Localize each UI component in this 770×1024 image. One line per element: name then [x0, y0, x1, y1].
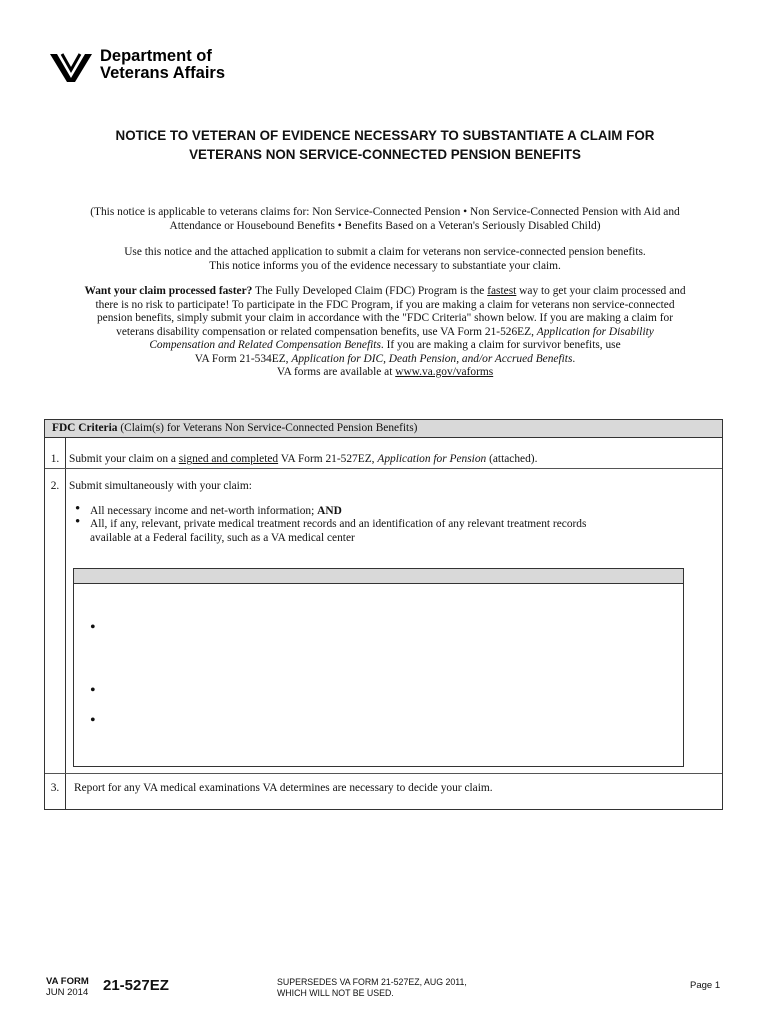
- form-number: 21-527EZ: [103, 977, 169, 994]
- row-divider: [45, 773, 722, 774]
- bullet-bold: AND: [317, 505, 342, 517]
- fdc-line-1: [40, 285, 730, 299]
- title-line-1: NOTICE TO VETERAN OF EVIDENCE NECESSARY TO SUBSTANTIATE A CLAIM FOR: [115, 128, 655, 143]
- bullet-icon: •: [90, 712, 96, 729]
- fdc-text: The Fully Developed Claim (FDC) Program is the: [252, 285, 488, 297]
- criteria-item-2: Submit simultaneously with your claim:: [69, 480, 252, 492]
- criteria-item-1-number: 1.: [50, 453, 60, 465]
- usage-line-1: Use this notice and the attached application to submit a claim for veterans non service-connected pension benefits.: [124, 246, 646, 258]
- list-item: [75, 514, 595, 545]
- applicability-note: [40, 206, 730, 233]
- form-527ez-title: Application for Pension: [377, 453, 487, 465]
- dept-line-1: Department of: [100, 47, 212, 65]
- bullet-icon: •: [90, 619, 96, 636]
- fdc-line-3: pension benefits, simply submit your claim in accordance with the "FDC Criteria" shown below. If you are making a claim for: [96, 312, 674, 324]
- form-526ez-title-cont: Compensation and Related Compensation Benefits: [149, 339, 381, 351]
- inner-info-box-header: [74, 569, 683, 584]
- criteria-item-1: [69, 453, 537, 465]
- list-item: [75, 501, 595, 519]
- criteria-head-bold: FDC Criteria: [52, 422, 118, 434]
- bullet-icon: •: [90, 682, 96, 699]
- supersedes-note: [277, 977, 467, 998]
- fdc-text: . If you are making a claim for survivor benefits, use: [380, 339, 621, 351]
- usage-note: [40, 246, 730, 273]
- applicability-line-2: Attendance or Housebound Benefits • Benefits Based on a Veteran's Seriously Disabled Child): [169, 219, 601, 232]
- fdc-text: VA forms are available at: [276, 366, 396, 378]
- va-seal-logo-icon: [48, 50, 94, 84]
- supersedes-line-1: SUPERSEDES VA FORM 21-527EZ, AUG 2011,: [277, 977, 467, 987]
- fdc-fastest: fastest: [487, 285, 517, 297]
- criteria-item-2-number: 2.: [50, 480, 60, 492]
- form-526ez-title: Application for Disability: [536, 325, 654, 338]
- item-text: VA Form 21-527EZ,: [278, 453, 378, 465]
- item-emphasis: signed and completed: [178, 453, 279, 465]
- supersedes-line-2: WHICH WILL NOT BE USED.: [277, 987, 394, 998]
- fdc-line-4: [40, 326, 730, 340]
- fdc-line-2: there is no risk to participate! To participate in the FDC Program, if you are making a claim for veterans non service-connected: [95, 298, 675, 311]
- va-forms-link[interactable]: www.va.gov/vaforms: [395, 366, 494, 378]
- criteria-head-rest: (Claim(s) for Veterans Non Service-Connected Pension Benefits): [117, 422, 418, 434]
- applicability-line-1: (This notice is applicable to veterans claims for: Non Service-Connected Pension • Non Service-Connected Pension with Aid and: [90, 206, 680, 218]
- fdc-line-6: [40, 353, 730, 367]
- bullet-text: All necessary income and net-worth information;: [90, 505, 318, 517]
- row-divider: [45, 468, 722, 469]
- form-label: [46, 977, 89, 998]
- page-title: [40, 126, 730, 164]
- fdc-lead: Want your claim processed faster?: [84, 285, 253, 297]
- criteria-item-3-number: 3.: [50, 782, 60, 794]
- fdc-line-7: [40, 366, 730, 380]
- fdc-criteria-header: [45, 420, 722, 438]
- item-text: (attached).: [486, 453, 538, 465]
- bullet-icon: •: [75, 501, 81, 517]
- va-form-label: VA FORM: [46, 976, 89, 987]
- fdc-text: way to get your claim processed and: [516, 285, 686, 297]
- criteria-item-3: Report for any VA medical examinations VA determines are necessary to decide your claim.: [74, 782, 493, 794]
- fdc-text: VA Form 21-534EZ,: [194, 352, 292, 365]
- inner-info-box: [73, 568, 684, 767]
- title-line-2: VETERANS NON SERVICE-CONNECTED PENSION BENEFITS: [189, 147, 581, 162]
- bullet-icon: •: [75, 514, 81, 530]
- fdc-program-note: [40, 285, 730, 380]
- form-534ez-title: Application for DIC, Death Pension, and/or Accrued Benefits: [291, 352, 573, 365]
- fdc-text: .: [572, 352, 576, 365]
- item-text: Submit your claim on a: [69, 453, 179, 465]
- fdc-text: veterans disability compensation or related compensation benefits, use VA Form 21-526EZ,: [116, 325, 537, 338]
- usage-line-2: This notice informs you of the evidence necessary to substantiate your claim.: [209, 259, 561, 272]
- fdc-line-5: [40, 339, 730, 353]
- page-number: Page 1: [690, 980, 721, 991]
- dept-line-2: Veterans Affairs: [100, 64, 226, 82]
- form-date: JUN 2014: [46, 986, 89, 998]
- department-name: [100, 48, 225, 82]
- number-column-divider: [65, 438, 66, 809]
- bullet-text: All, if any, relevant, private medical treatment records and an identification of any relevant treatment records available at a Federal facility, such as a VA medical center: [90, 518, 587, 544]
